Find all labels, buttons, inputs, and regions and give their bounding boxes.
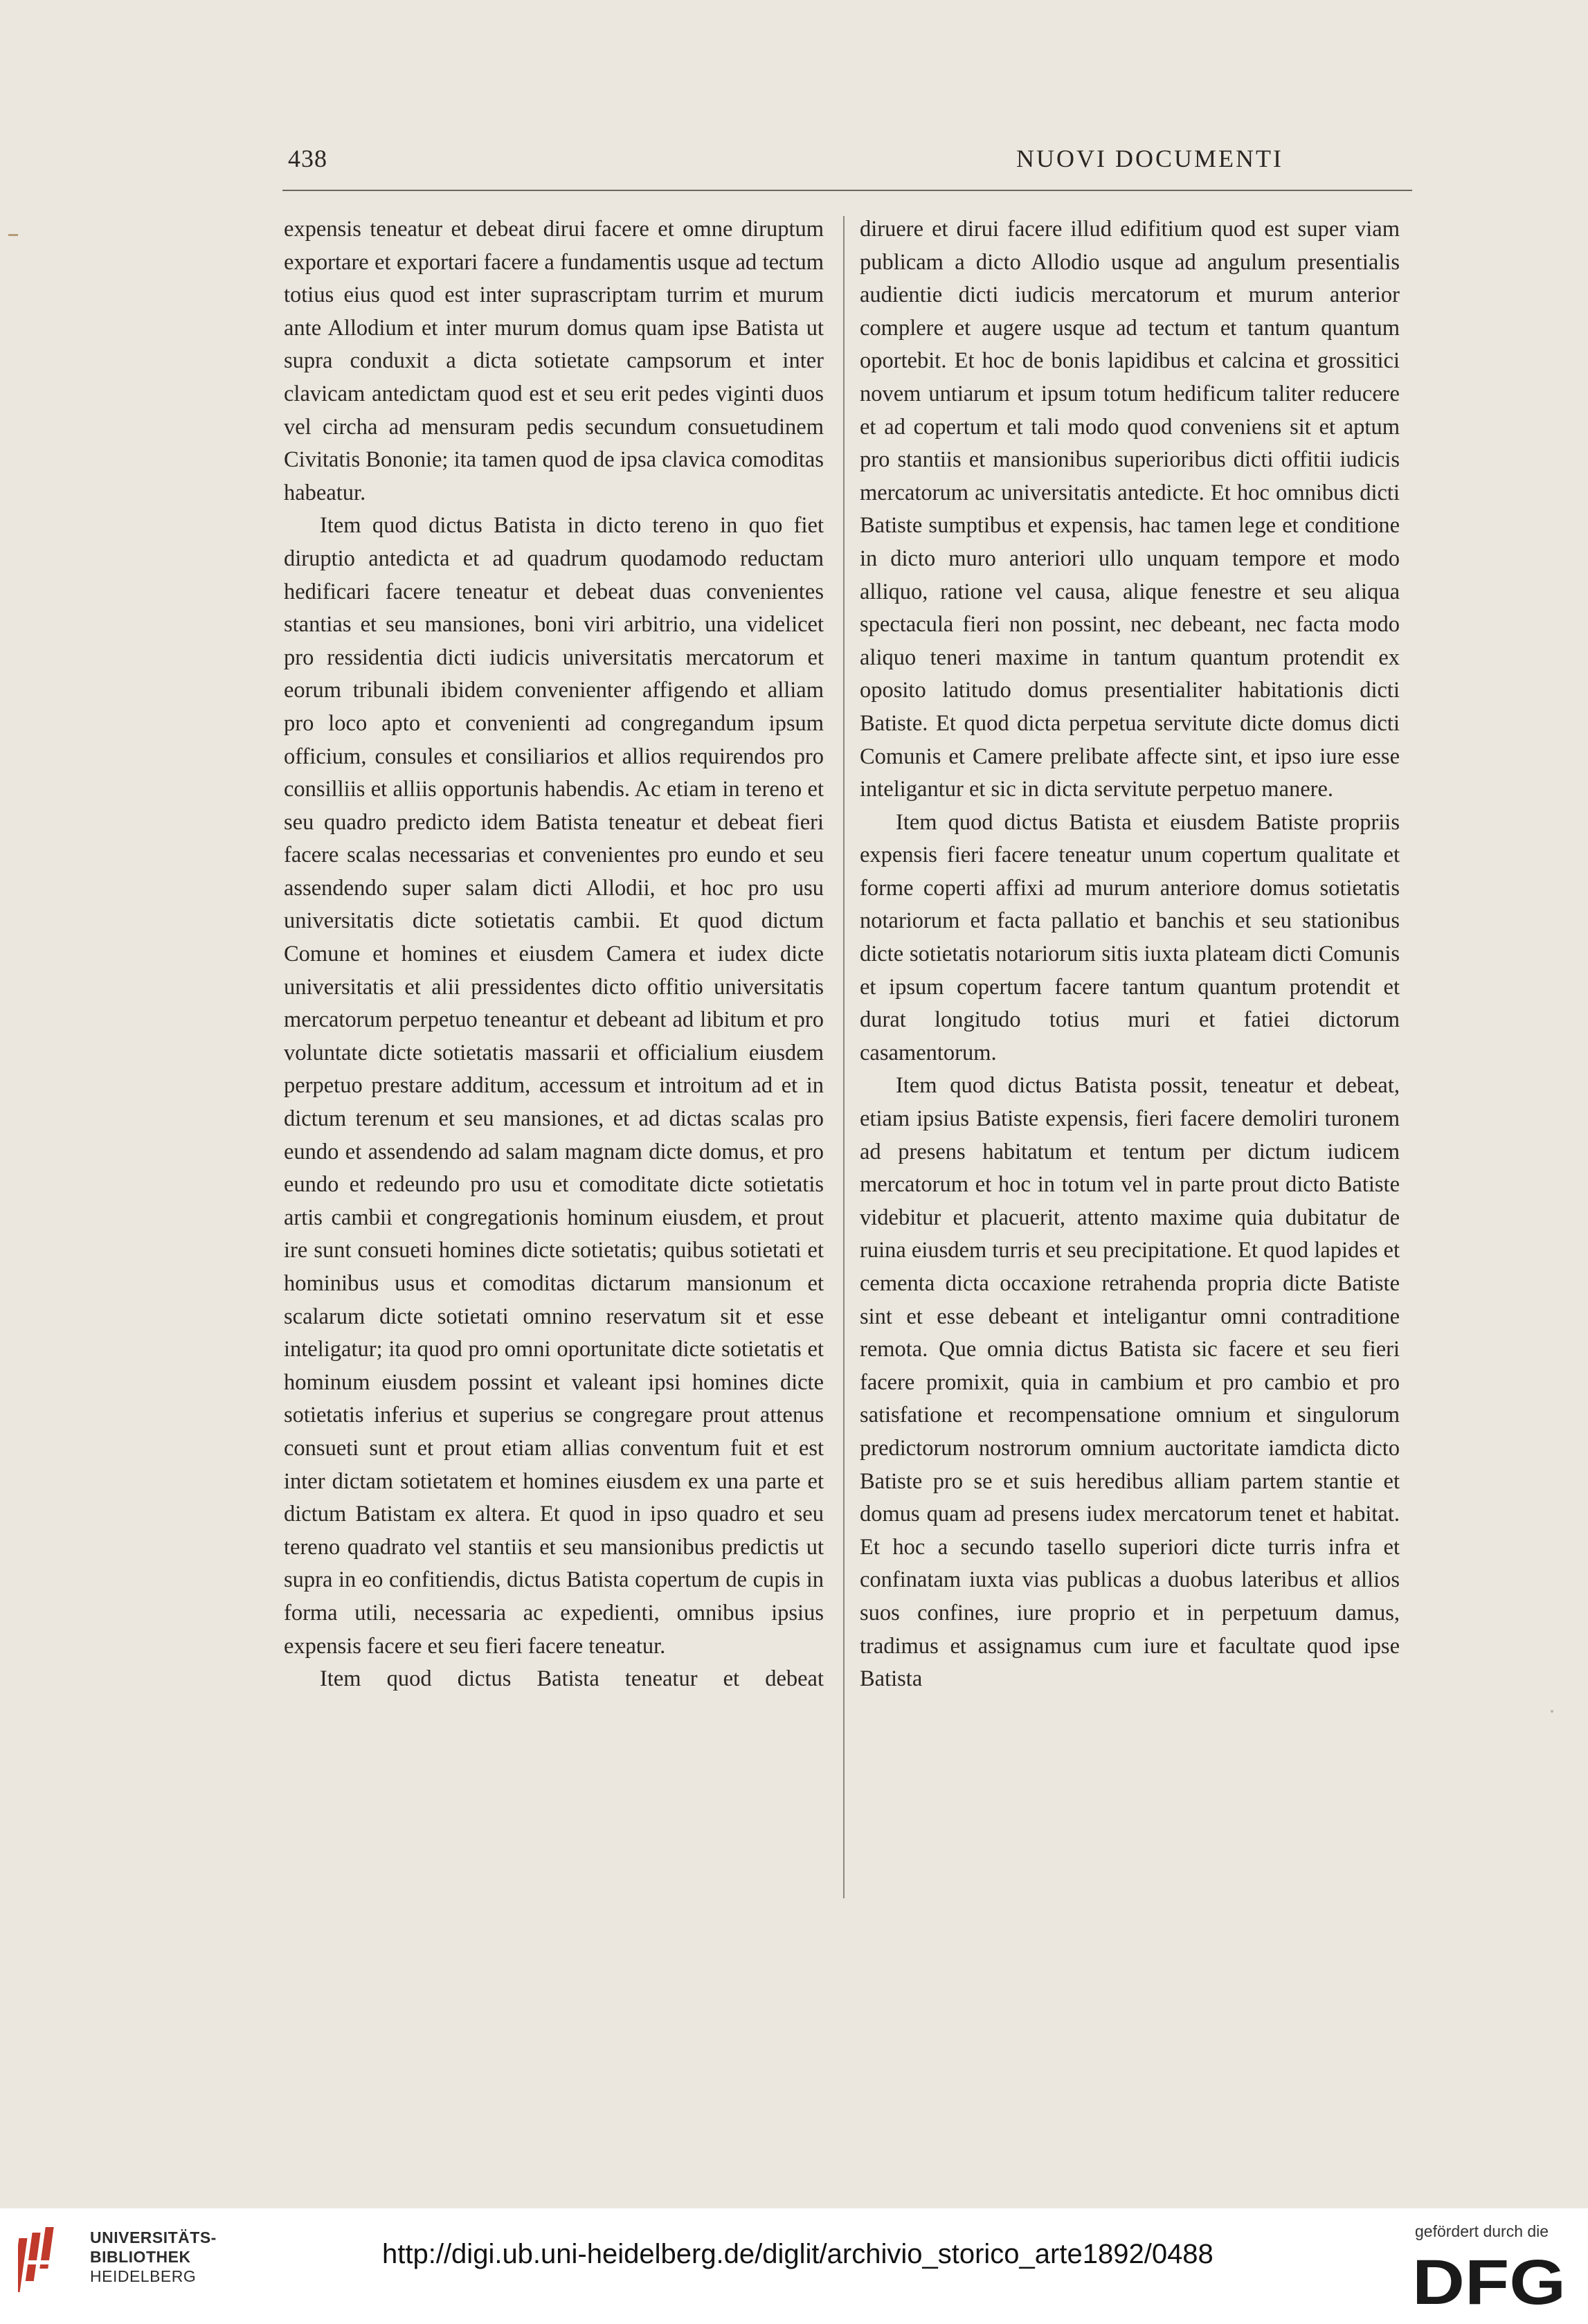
library-name: [90, 2228, 217, 2286]
paper-speck: [1551, 1710, 1553, 1713]
right-column: [860, 213, 1400, 1696]
ub-heidelberg-logo-icon[interactable]: [18, 2226, 73, 2295]
digitization-footer: [0, 2208, 1588, 2324]
paragraph: Item quod dictus Batista teneatur et debeat: [320, 1666, 824, 1692]
dfg-logo-text: DFG: [1412, 2253, 1566, 2308]
page-number: 438: [288, 145, 327, 172]
left-column: [284, 213, 824, 1696]
permalink-url[interactable]: http://digi.ub.uni-heidelberg.de/diglit/archivio_storico_arte1892/0488: [382, 2239, 1213, 2269]
paragraph: Item quod dictus Batista in dicto tereno in quo fiet diruptio antedicta et ad quadrum quodamodo reductam hedificari facere teneatur et debeat duas convenientes stantias et seu mansiones, boni viri arbitrio, una videlicet pro ressidentia dicti iudicis universitatis mercatorum et eorum tribunali ibidem convenienter affigendo et alliam pro loco apto et convenienti ad congregandum ipsum officium, consules et consiliarios et allios requirendos pro consilliis et alliis opportunis habendis. Ac etiam in tereno et seu quadro predicto idem Batista teneatur et debeat fieri facere scalas necessarias et convenientes pro eundo et seu assendendo super salam dicti Allodii, et hoc pro usu universitatis dicte sotietatis cambii. Et quod dictum Comune et homines et eiusdem Camera et iudex dicte universitatis et alii pressidentes dicto offitio universitatis mercatorum perpetuo teneantur et debeant ad libitum et pro voluntate dicte sotietatis massarii et officialium eiusdem perpetuo prestare additum, accessum et introitum ad et in dictum terenum et seu mansiones, et ad dictas scalas pro eundo et assendendo ad salam magnam dicte domus, et pro eundo et redeundo pro usu et comoditate dicte sotietatis artis cambii et congregationis hominum eiusdem, et prout ire sunt consueti homines dicte sotietatis; quibus sotietati et hominibus usus et comoditas dictarum mansionum et scalarum dicte sotietati omnino reservatum sit et esse inteligatur; ita quod pro omni oportunitate dicte sotietatis et hominum eiusdem possint et valeant ipsi homines dicte sotietatis inferius et superius se congregare prout attenus consueti sunt et prout etiam allias conventum fuit et est inter dictam sotietatem et homines eiusdem ex una parte et dictum Batistam ex altera. Et quod in ipso quadro et seu tereno quadrato vel stantiis et seu mansionibus predictis ut supra in eo confitiendis, dictus Batista copertum de cupis in forma utili, necessaria ac expedienti, omnibus ipsius expensis facere et seu fieri facere teneatur.: [284, 513, 824, 1659]
margin-mark: [8, 234, 18, 236]
library-name-line: UNIVERSITÄTS-: [90, 2228, 217, 2246]
page-header: [282, 144, 1425, 179]
paragraph: Item quod dictus Batista et eiusdem Batiste propriis expensis fieri facere teneatur unum copertum qualitate et forme coperti affixi ad murum anteriore domus sotietatis notariorum et facta pallatio et banchis et seu stationibus dicte sotietatis notariorum sitis iuxta plateam dicti Comunis et ipsum copertum facere tantum quantum protendit et durat longitudo totius muri et fatiei dictorum casamentorum.: [860, 809, 1400, 1065]
column-divider: [843, 216, 845, 1898]
header-rule: [282, 190, 1412, 191]
library-name-line: BIBLIOTHEK: [90, 2248, 191, 2266]
funder-label: gefördert durch die: [1415, 2222, 1549, 2240]
paragraph: Item quod dictus Batista possit, teneatur et debeat, etiam ipsius Batiste expensis, fieri facere demoliri turonem ad presens habitatum et tentum per dictum iudicem mercatorum et hoc in totum vel in parte prout dicto Batiste videbitur et placuerit, attento maxime quia dubitatur de ruina eiusdem turris et seu precipitatione. Et quod lapides et cementa dicta occaxione retrahenda propria dicte Batiste sint et esse debeant et inteligantur omni contraditione remota. Que omnia dictus Batista sic facere et seu fieri facere promixit, quia in cambium et pro cambio et pro satisfatione et recompensatione omnium et singulorum predictorum nostrorum omnium auctoritate iamdicta dicto Batiste pro se et suis heredibus alliam partem stantie et domus quam ad presens iudex mercatorum tenet et habitat. Et hoc a secundo tasello superiori dicte turris infra et confinatam iuxta vias publicas a duobus lateribus et allios suos confines, iure proprio et in perpetuum damus, tradimus et assignamus cum iure et facultate quod ipse Batista: [860, 1073, 1400, 1692]
paragraph: expensis teneatur et debeat dirui facere et omne diruptum exportare et exportari facere a fundamentis usque ad tectum totius eius quod est inter suprascriptam turrim et murum ante Allodium et inter murum domus quam ipse Batista ut supra conduxit a dicta sotietate campsorum et inter clavicam antedictam quod est et seu erit pedes viginti duos vel circha ad mensuram pedis secundum consuetudinem Civitatis Bononie; ita tamen quod de ipsa clavica comoditas habeatur.: [284, 217, 824, 505]
library-name-line: HEIDELBERG: [90, 2267, 197, 2285]
running-title: NUOVI DOCUMENTI: [1016, 145, 1283, 172]
paragraph: diruere et dirui facere illud edifitium quod est super viam publicam a dicto Allodio usque ad angulum presentialis audientie dicti iudicis mercatorum et murum anterior complere et augere usque ad tectum et tantum quantum oportebit. Et hoc de bonis lapidibus et calcina et grossitici novem untiarum et ipsum totum hedificum taliter reducere et ad copertum et tali modo quod conveniens sit et aptum pro stantiis et mansionibus superioribus dicti offitii iudicis mercatorum ac universitatis antedicte. Et hoc omnibus dicti Batiste sumptibus et expensis, hac tamen lege et conditione in dicto muro anteriori ullo unquam tempore et modo alliquo, ratione vel causa, alique fenestre et seu aliqua spectacula fieri non possint, nec debeant, nec facta modo aliquo teneri maxime in tantum quantum protendit ex oposito latitudo domus presentialiter habitationis dicti Batiste. Et quod dicta perpetua servitute dicte domus dicti Comunis et Camere prelibate affecte sint, et ipso iure esse inteligantur et sic in dicta servitute perpetuo manere.: [860, 217, 1400, 802]
dfg-logo[interactable]: [1412, 2253, 1569, 2308]
